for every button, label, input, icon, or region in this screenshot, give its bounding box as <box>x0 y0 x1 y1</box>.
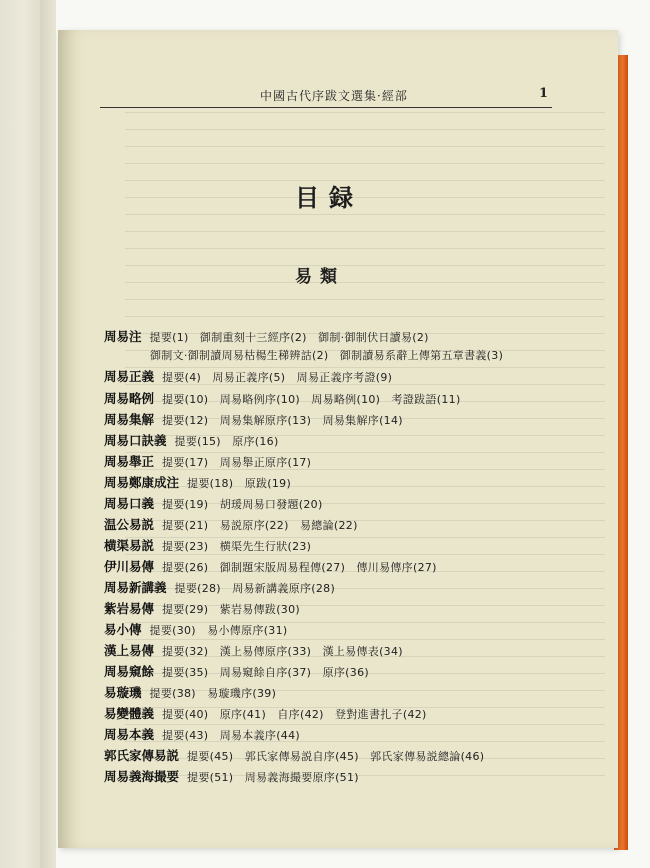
toc-entry <box>104 683 276 701</box>
entry-items: 提要(32) 漢上易傳原序(33) 漢上易傳表(34) <box>162 645 403 658</box>
toc-entry <box>104 746 484 764</box>
entry-title: 周易注 <box>104 329 142 344</box>
toc-entry <box>104 410 403 428</box>
entry-items: 提要(28) 周易新講義原序(28) <box>174 582 336 595</box>
toc-entry <box>104 327 429 345</box>
toc-entry <box>104 367 392 385</box>
toc-entry <box>104 557 437 575</box>
running-title: 中國古代序跋文選集·經部 <box>260 89 408 103</box>
entry-items: 提要(51) 周易義海撮要原序(51) <box>187 771 359 784</box>
toc-entry <box>104 494 323 512</box>
entry-title: 周易新講義 <box>104 580 167 595</box>
running-header <box>100 85 552 108</box>
entry-title: 紫岩易傳 <box>104 601 155 616</box>
entry-title: 周易窺餘 <box>104 664 155 679</box>
entry-items: 提要(15) 原序(16) <box>174 435 279 448</box>
entry-items: 提要(1) 御制重刻十三經序(2) 御制·御制伏日讀易(2) <box>149 331 429 344</box>
toc-entry <box>104 452 311 470</box>
entry-title: 伊川易傳 <box>104 559 155 574</box>
entry-items: 提要(35) 周易窺餘自序(37) 原序(36) <box>162 666 369 679</box>
section-title: 易類 <box>295 267 345 287</box>
entry-items: 提要(45) 郭氏家傳易説自序(45) 郭氏家傳易説總論(46) <box>187 750 485 763</box>
entry-title: 周易口訣義 <box>104 433 167 448</box>
entry-title: 漢上易傳 <box>104 643 155 658</box>
entry-items: 提要(29) 紫岩易傳跋(30) <box>162 603 300 616</box>
entry-items: 提要(4) 周易正義序(5) 周易正義序考證(9) <box>162 371 393 384</box>
toc-entry <box>104 515 358 533</box>
entry-title: 周易舉正 <box>104 454 155 469</box>
entry-items: 御制文·御制讀周易枯楊生稊辨詁(2) 御制讀易系辭上傳第五章書義(3) <box>150 349 504 362</box>
entry-items: 提要(19) 胡瑗周易口發題(20) <box>162 498 323 511</box>
entry-title: 周易義海撮要 <box>104 769 180 784</box>
toc-entry <box>104 389 461 407</box>
page-number: 1 <box>538 86 548 101</box>
entry-items: 提要(40) 原序(41) 自序(42) 登對進書扎子(42) <box>162 708 427 721</box>
entry-items: 提要(21) 易説原序(22) 易總論(22) <box>162 519 358 532</box>
entry-items: 提要(17) 周易舉正原序(17) <box>162 456 312 469</box>
entry-title: 周易略例 <box>104 391 155 406</box>
toc-entry <box>104 599 300 617</box>
entry-title: 周易本義 <box>104 727 155 742</box>
entry-title: 周易集解 <box>104 412 155 427</box>
entry-items: 提要(12) 周易集解原序(13) 周易集解序(14) <box>162 414 403 427</box>
toc-entry-continuation <box>150 347 503 363</box>
entry-items: 提要(38) 易璇璣序(39) <box>149 687 277 700</box>
entry-items: 提要(26) 御制題宋版周易程傳(27) 傳川易傳序(27) <box>162 561 437 574</box>
entry-items: 提要(43) 周易本義序(44) <box>162 729 300 742</box>
entry-title: 周易正義 <box>104 369 155 384</box>
entry-items: 提要(18) 原跋(19) <box>187 477 292 490</box>
toc-entry <box>104 662 369 680</box>
entry-items: 提要(30) 易小傳原序(31) <box>149 624 288 637</box>
toc-entry <box>104 620 287 638</box>
entry-items: 提要(23) 横渠先生行狀(23) <box>162 540 312 553</box>
book-gutter <box>40 0 56 868</box>
toc-entry <box>104 431 279 449</box>
entry-title: 横渠易説 <box>104 538 155 553</box>
toc-entry <box>104 725 300 743</box>
entry-title: 温公易説 <box>104 517 155 532</box>
toc-entry <box>104 536 311 554</box>
entry-title: 周易鄭康成注 <box>104 475 180 490</box>
entry-title: 易璇璣 <box>104 685 142 700</box>
entry-title: 周易口義 <box>104 496 155 511</box>
toc-entry <box>104 704 427 722</box>
page-title: 目録 <box>295 183 363 212</box>
entry-title: 易變體義 <box>104 706 155 721</box>
toc-entry <box>104 767 359 785</box>
entry-title: 郭氏家傳易説 <box>104 748 180 763</box>
toc-entry <box>104 641 403 659</box>
entry-items: 提要(10) 周易略例序(10) 周易略例(10) 考證跋語(11) <box>162 393 461 406</box>
book-spine-left-page <box>0 0 40 868</box>
toc-entry <box>104 578 335 596</box>
entry-title: 易小傳 <box>104 622 142 637</box>
toc-entry <box>104 473 291 491</box>
